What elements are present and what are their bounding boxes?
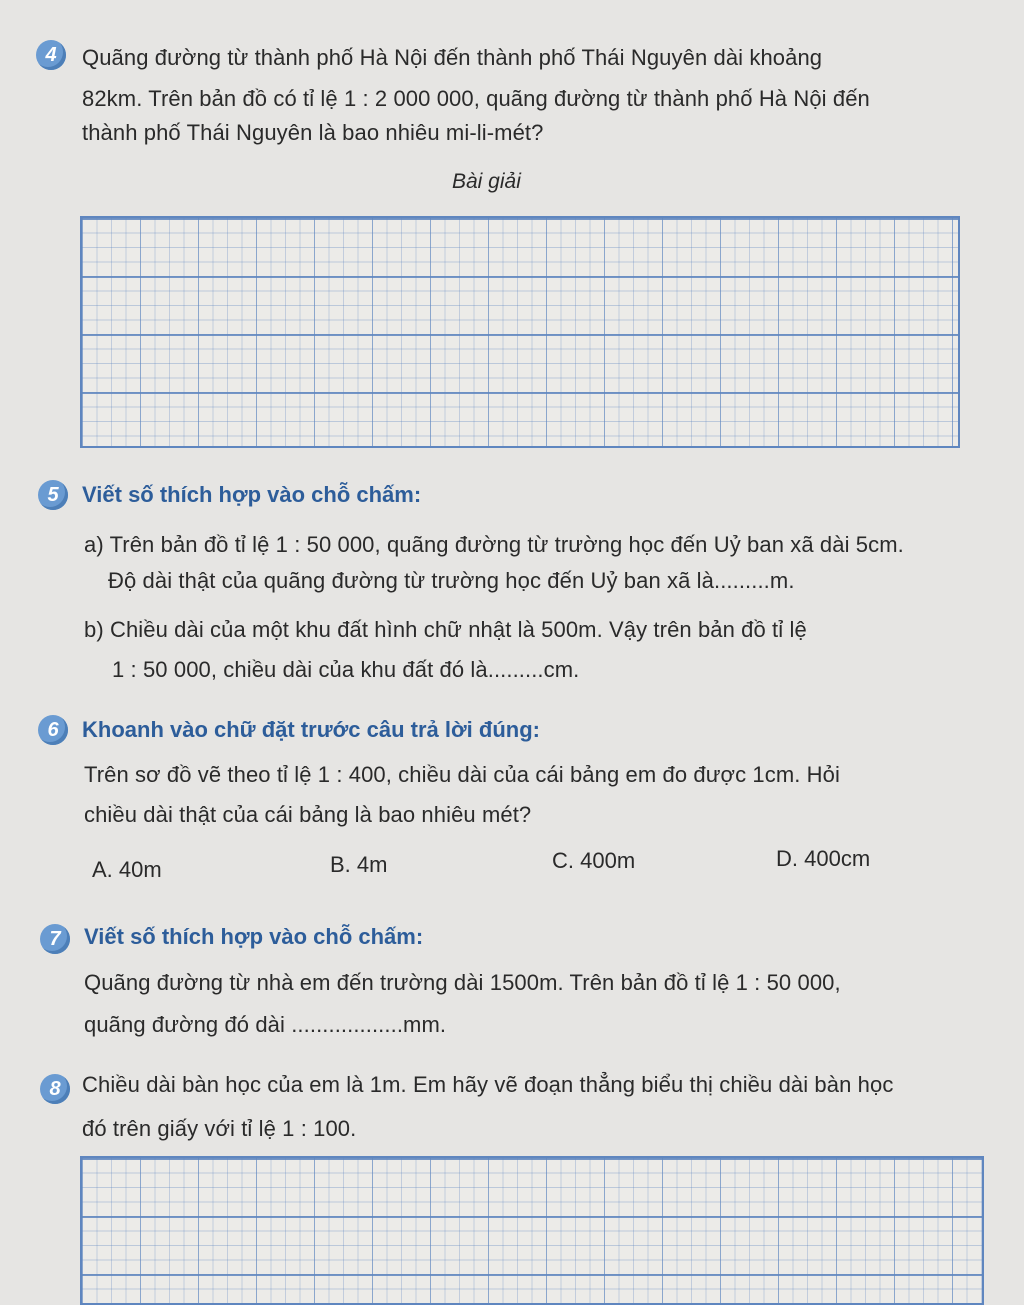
question-5-number-badge: 5 xyxy=(38,480,68,510)
q6-heading: Khoanh vào chữ đặt trước câu trả lời đúng: xyxy=(82,717,540,742)
q6-option-b[interactable]: B. 4m xyxy=(330,852,388,877)
q7-text-line-2: quãng đường đó dài ..................mm. xyxy=(84,1012,447,1037)
q5-part-a-line-2: Độ dài thật của quãng đường từ trường học đến Uỷ ban xã là.........m. xyxy=(108,568,795,593)
q8-text-line-2: đó trên giấy với tỉ lệ 1 : 100. xyxy=(82,1116,357,1141)
q4-answer-grid[interactable] xyxy=(80,216,960,448)
q5-part-b-line-2: 1 : 50 000, chiều dài của khu đất đó là.........cm. xyxy=(112,657,580,682)
question-8-number-badge: 8 xyxy=(40,1074,70,1104)
q4-text-line-2: 82km. Trên bản đồ có tỉ lệ 1 : 2 000 000, quãng đường từ thành phố Hà Nội đến xyxy=(82,86,870,111)
q6-text-line-2: chiều dài thật của cái bảng là bao nhiêu mét? xyxy=(84,802,532,827)
question-7-number-badge: 7 xyxy=(40,924,70,954)
q7-heading: Viết số thích hợp vào chỗ chấm: xyxy=(84,924,424,949)
question-4-number-badge: 4 xyxy=(36,40,66,70)
q6-text-line-1: Trên sơ đồ vẽ theo tỉ lệ 1 : 400, chiều dài của cái bảng em đo được 1cm. Hỏi xyxy=(84,762,840,787)
q5-part-a-line-1: a) Trên bản đồ tỉ lệ 1 : 50 000, quãng đường từ trường học đến Uỷ ban xã dài 5cm. xyxy=(84,532,904,557)
q8-drawing-grid[interactable] xyxy=(80,1156,984,1305)
q4-text-line-1: Quãng đường từ thành phố Hà Nội đến thành phố Thái Nguyên dài khoảng xyxy=(82,45,823,70)
q6-option-a[interactable]: A. 40m xyxy=(92,857,162,882)
q5-part-b-line-1: b) Chiều dài của một khu đất hình chữ nhật là 500m. Vậy trên bản đồ tỉ lệ xyxy=(84,617,807,642)
q8-text-line-1: Chiều dài bàn học của em là 1m. Em hãy vẽ đoạn thẳng biểu thị chiều dài bàn học xyxy=(82,1072,894,1097)
q6-option-d[interactable]: D. 400cm xyxy=(776,846,871,871)
q5-heading: Viết số thích hợp vào chỗ chấm: xyxy=(82,482,422,507)
solution-label: Bài giải xyxy=(452,170,521,193)
q7-text-line-1: Quãng đường từ nhà em đến trường dài 1500m. Trên bản đồ tỉ lệ 1 : 50 000, xyxy=(84,970,841,995)
q6-option-c[interactable]: C. 400m xyxy=(552,848,636,873)
q4-text-line-3: thành phố Thái Nguyên là bao nhiêu mi-li-mét? xyxy=(82,120,544,145)
question-6-number-badge: 6 xyxy=(38,715,68,745)
